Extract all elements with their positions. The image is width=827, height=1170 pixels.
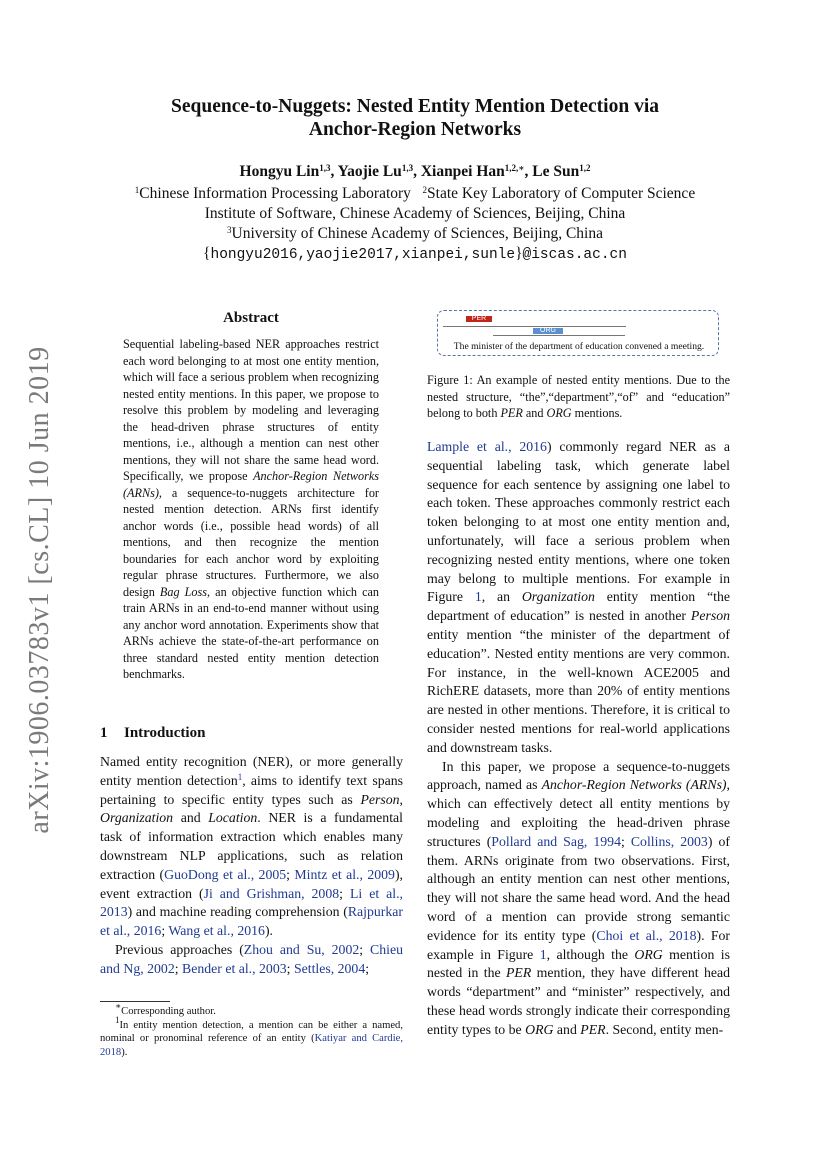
author-affil-mark: 1,2 (579, 163, 591, 173)
citation-link[interactable]: Chieu and Ng, 2002 (100, 941, 403, 976)
author-affil-mark: 1,3 (319, 163, 331, 173)
abstract-part: , a sequence-to-nuggets architecture for nested mention detection. ARNs first identify anchor words (i.e., possible head words) of all mentions, and then recognize the mention boundaries for each anchor word by exploiting regular phrase structures. Furthermore, we also design (123, 485, 379, 599)
org-entity-tag: ORG (533, 328, 563, 334)
text: entity mention “the department of education” is nested in another (427, 589, 730, 624)
affil-cipl: Chinese Information Processing Laboratory (139, 185, 411, 202)
affil-ucas: University of Chinese Academy of Sciences, Beijing, China (231, 225, 603, 242)
text: ) commonly regard NER as a sequential labeling task, which generate label sequence for each sentence by assigning one label to each token. These approaches commonly restrict each token belonging to at most one entity mention and, unfortunately, will face a serious problem when recognizing nested entity mentions, where one token may belong to multiple mentions. For example in Figure (427, 439, 730, 605)
intro-left-column (100, 753, 403, 979)
footnote-divider (100, 1001, 170, 1002)
citation-link[interactable]: Li et al., 2013 (100, 885, 403, 920)
figure-sentence: The minister of the department of education convened a meeting. (453, 341, 705, 352)
intro-paragraph-1 (100, 753, 403, 941)
citation-link[interactable]: Ji and Grishman, 2008 (203, 885, 340, 901)
text: Named entity recognition (NER), or more generally entity mention detection (100, 754, 403, 788)
text: , although the (546, 946, 635, 962)
citation-link[interactable]: Wang et al., 2016 (168, 923, 265, 939)
brace-open: { (203, 245, 211, 262)
abstract-emphasis: Bag Loss (159, 584, 208, 599)
citation-link[interactable]: Rajpurkar et al., 2016 (100, 904, 403, 939)
figure-1-nested-entity-example (437, 310, 719, 356)
text: ; (286, 866, 295, 882)
footnote-text: Corresponding author. (121, 1006, 216, 1017)
footnote-mark: ∗ (115, 1001, 122, 1011)
emphasis: Location (208, 810, 258, 826)
footnote-1 (100, 1014, 404, 1060)
emphasis: Anchor-Region Networks (ARNs) (541, 777, 727, 793)
text: mention, they have different head words “department” and “minister” respectively, and these head words strongly indicate their corresponding entity types to be (427, 965, 730, 1037)
abstract-heading: Abstract (223, 310, 279, 326)
paper-title (100, 95, 730, 141)
emphasis: ORG (525, 1021, 554, 1037)
emphasis: Organization (521, 589, 595, 605)
arxiv-stamp-text: arXiv:1906.03783v1 [cs.CL] 10 Jun 2019 (24, 346, 55, 834)
author-affil-mark: 1,3 (401, 163, 414, 173)
text: , (399, 791, 403, 807)
abstract-part: Sequential labeling-based NER approaches restrict each word belonging to at most one entity mention, which will face a serious problem when recognizing nested entity mentions. In this paper, we propose to resolve this problem by modeling and leveraging the head-driven phrase structures of entity mentions, i.e., although a mention can nest other mentions, they will not share the same head word. Specifically, we propose (123, 337, 379, 483)
text: . Second, entity men- (605, 1021, 724, 1037)
text: . NER is a fundamental task of information extraction which enables many downstream NLP applications, such as relation extraction ( (100, 810, 403, 882)
citation-link[interactable]: GuoDong et al., 2005 (164, 866, 287, 882)
emphasis: ORG (634, 946, 663, 962)
text: , aims to identify text spans pertaining to specific entity types such as (100, 772, 403, 807)
figure-link[interactable]: 1 (539, 946, 547, 962)
text: , an (481, 589, 522, 605)
text: ) of them. ARNs originate from two observations. First, although an entity mention can nest other mentions, they will not share the same head word. And the head word of a mention can provide strong semantic evidence for its entity type ( (427, 833, 730, 943)
section-title: Introduction (124, 725, 206, 741)
affil-mark: 1 (134, 185, 140, 195)
title-line-2: Anchor-Region Networks (308, 119, 522, 140)
author-name: Le Sun (532, 163, 580, 180)
text: Figure 1: An example of nested entity mentions. Due to the nested structure, “the”,“department”,“of” and “education” belong to both (427, 373, 730, 420)
org-span-bracket (493, 335, 625, 336)
footnote-link[interactable]: 1 (237, 771, 243, 782)
emphasis: PER (506, 965, 532, 981)
author-emails (100, 244, 730, 265)
author-name: Xianpei Han (420, 163, 505, 180)
citation-link[interactable]: Collins, 2003 (630, 833, 708, 849)
text: ; (620, 833, 631, 849)
intro-right-column (427, 438, 730, 1040)
figure-link[interactable]: 1 (474, 589, 482, 605)
text: ; (365, 960, 370, 976)
emphasis: Person (690, 608, 730, 624)
affiliation-line-1 (100, 184, 730, 204)
text: In this paper, we propose a sequence-to-nuggets approach, named as (427, 758, 730, 793)
author-name: Hongyu Lin (239, 163, 320, 180)
footnote-mark: 1 (115, 1014, 120, 1025)
figure-1-caption (427, 372, 730, 422)
per-span-bracket (443, 326, 626, 327)
text: and (522, 406, 547, 420)
affiliation-line-3 (100, 224, 730, 244)
citation-link[interactable]: Mintz et al., 2009 (294, 866, 395, 882)
footnote-text: In entity mention detection, a mention can be either a named, nominal or pronominal reference of an entity ( (100, 1019, 403, 1044)
footnotes (100, 1001, 404, 1059)
affil-mark: 2 (422, 185, 428, 195)
text: mention is nested in the (427, 946, 730, 981)
text: and (553, 1021, 581, 1037)
text: ) and machine reading comprehension ( (127, 904, 348, 920)
text: ). For example in Figure (427, 927, 730, 962)
abstract-emphasis: Anchor-Region Networks (ARNs) (123, 469, 379, 500)
affiliation-line-2: Institute of Software, Chinese Academy of Sciences, Beijing, China (204, 205, 626, 222)
text: ; (339, 885, 350, 901)
citation-link[interactable]: Bender et al., 2003 (182, 960, 287, 976)
abstract-part: , an objective function which can train ARNs in an end-to-end manner without using any anchor word annotation. Experiments show that ARNs achieve the state-of-the-art performance on three standard nested entity mention detection benchmarks. (123, 584, 380, 681)
abstract-text (123, 336, 379, 683)
email-names: hongyu2016,yaojie2017,xianpei,sunle (210, 247, 516, 263)
citation-link[interactable]: Choi et al., 2018 (596, 927, 697, 943)
citation-link[interactable]: Pollard and Sag, 1994 (491, 833, 621, 849)
intro-paragraph-3 (427, 758, 730, 1040)
emphasis: PER (500, 406, 523, 420)
emphasis: PER (580, 1021, 606, 1037)
section-number: 1 (100, 725, 108, 741)
citation-link[interactable]: Lample et al., 2016 (427, 439, 547, 454)
text: Previous approaches ( (115, 941, 244, 957)
emphasis: Person (360, 791, 400, 807)
per-entity-tag: PER (466, 316, 492, 322)
section-heading-introduction (100, 725, 205, 742)
text: and (173, 810, 209, 826)
text: ). (264, 923, 273, 939)
author-list: Hongyu Lin$^{1,3}$, Yaojie Lu$^{1,3}$, Xianpei Han$^{1,2,∗}$, Le Sun$^{1,2}$ (239, 163, 591, 180)
emphasis: ORG (546, 406, 572, 420)
intro-paragraph-2 (100, 941, 403, 979)
emphasis: Organization (100, 810, 174, 826)
intro-paragraph-2-continued (427, 438, 730, 758)
author-affil-mark: 1,2,∗ (504, 163, 525, 173)
text: ; (359, 941, 371, 957)
affil-sklcs: State Key Laboratory of Computer Science (427, 185, 696, 202)
author-name: Yaojie Lu (337, 163, 402, 180)
email-domain: @iscas.ac.cn (522, 247, 627, 263)
footnote-text: ). (121, 1046, 128, 1058)
text: , which can effectively detect all entity mentions by modeling and exploiting the head-driven phrase structures ( (427, 777, 730, 849)
footnote-corresponding (100, 1001, 403, 1019)
text: mentions. (571, 406, 623, 420)
arxiv-stamp (22, 346, 58, 834)
citation-link[interactable]: Zhou and Su, 2002 (243, 941, 360, 957)
text: ), event extraction ( (100, 866, 403, 901)
brace-close: } (515, 245, 523, 262)
text: ; (174, 960, 183, 976)
text: entity mention “the minister of the department of education”. Nested entity mentions are very common. For instance, in the well-known ACE2005 and RichERE datasets, more than 20% of entity mentions are nested in other mentions. Therefore, it is critical to consider nested mentions for real-world applications and downstream tasks. (427, 626, 730, 755)
citation-link[interactable]: Katiyar and Cardie, 2018 (100, 1033, 404, 1058)
text: ; (286, 960, 294, 976)
text: ; (161, 923, 169, 939)
affil-mark: 3 (227, 225, 232, 235)
citation-link[interactable]: Settles, 2004 (293, 960, 366, 976)
title-line-1: Sequence-to-Nuggets: Nested Entity Mention Detection via (171, 96, 659, 117)
